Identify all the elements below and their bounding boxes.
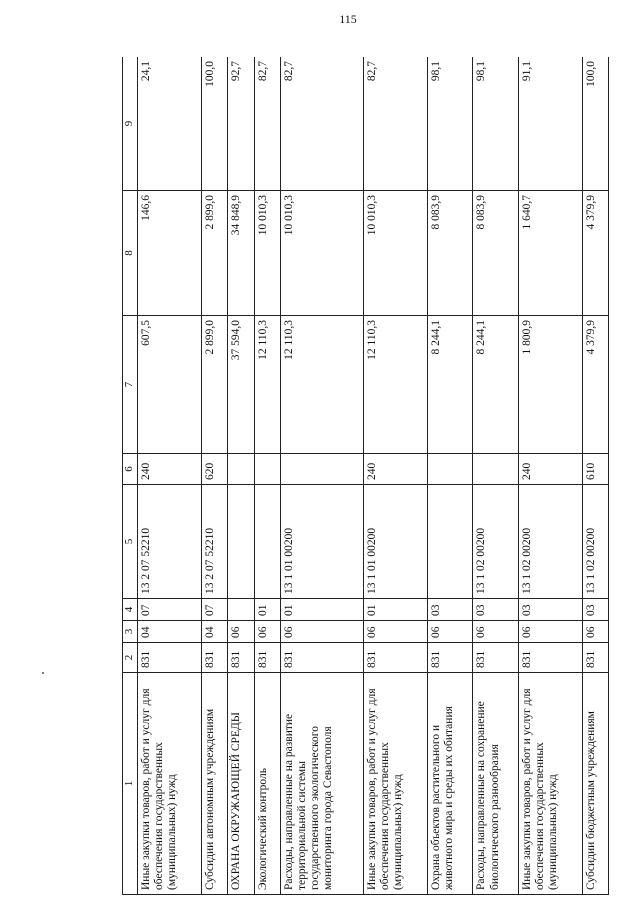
cell-section: 04: [202, 621, 228, 643]
budget-table: [122, 57, 609, 895]
cell-percent: 92,7: [228, 57, 254, 191]
cell-name: Охрана объектов растительного и животного мира и среды их обитания: [428, 673, 473, 895]
cell-section: 06: [473, 621, 518, 643]
table-row: [428, 57, 473, 895]
cell-name: Расходы, направленные на сохранение биологического разнообразия: [473, 673, 518, 895]
cell-planned: 4 379,9: [582, 316, 608, 454]
cell-section: 06: [518, 621, 582, 643]
cell-subsection: 03: [582, 599, 608, 621]
cell-executed: 8 083,9: [428, 191, 473, 316]
cell-executed: 10 010,3: [280, 191, 363, 316]
cell-target-article: 13 1 01 00200: [280, 485, 363, 599]
cell-subsection: 07: [202, 599, 228, 621]
cell-percent: 82,7: [363, 57, 427, 191]
cell-subsection: 01: [280, 599, 363, 621]
cell-target-article: 13 2 07 52210: [138, 485, 202, 599]
cell-target-article: [428, 485, 473, 599]
cell-executed: 4 379,9: [582, 191, 608, 316]
table-row: [518, 57, 582, 895]
cell-planned: 2 899,0: [202, 316, 228, 454]
cell-admin-code: 831: [518, 643, 582, 673]
page-number: 115: [339, 12, 357, 26]
cell-percent: 91,1: [518, 57, 582, 191]
cell-executed: 146,6: [138, 191, 202, 316]
cell-section: 06: [582, 621, 608, 643]
table-row: [582, 57, 608, 895]
cell-target-article: 13 1 02 00200: [473, 485, 518, 599]
header-cell: 8: [123, 191, 138, 316]
cell-executed: 8 083,9: [473, 191, 518, 316]
cell-expense-type: [428, 454, 473, 485]
cell-planned: 607,5: [138, 316, 202, 454]
header-cell: 3: [123, 621, 138, 643]
cell-admin-code: 831: [280, 643, 363, 673]
cell-admin-code: 831: [363, 643, 427, 673]
cell-executed: 10 010,3: [363, 191, 427, 316]
cell-name: Расходы, направленные на развитие территориальной системы государственного экологического мониторинга города Севастополя: [280, 673, 363, 895]
header-cell: 6: [123, 454, 138, 485]
cell-admin-code: 831: [202, 643, 228, 673]
cell-expense-type: [473, 454, 518, 485]
cell-name: Субсидии автономным учреждениям: [202, 673, 228, 895]
cell-planned: 12 110,3: [254, 316, 280, 454]
table-row: [138, 57, 202, 895]
header-cell: 7: [123, 316, 138, 454]
cell-planned: 1 800,9: [518, 316, 582, 454]
cell-planned: 8 244,1: [473, 316, 518, 454]
scan-speck: [42, 672, 44, 674]
cell-subsection: 01: [254, 599, 280, 621]
cell-expense-type: [228, 454, 254, 485]
cell-admin-code: 831: [138, 643, 202, 673]
cell-section: 06: [254, 621, 280, 643]
table-row: [473, 57, 518, 895]
cell-planned: 37 594,0: [228, 316, 254, 454]
cell-expense-type: 240: [138, 454, 202, 485]
cell-admin-code: 831: [473, 643, 518, 673]
cell-percent: 98,1: [473, 57, 518, 191]
cell-name: Иные закупки товаров, работ и услуг для обеспечения государственных (муниципальных) нужд: [518, 673, 582, 895]
cell-expense-type: 240: [518, 454, 582, 485]
header-cell: 1: [123, 673, 138, 895]
cell-subsection: 03: [473, 599, 518, 621]
cell-expense-type: 240: [363, 454, 427, 485]
header-row: [123, 57, 138, 895]
cell-percent: 82,7: [254, 57, 280, 191]
table-row: [228, 57, 254, 895]
rotated-table-container: [122, 57, 609, 895]
header-cell: 4: [123, 599, 138, 621]
cell-name: ОХРАНА ОКРУЖАЮЩЕЙ СРЕДЫ: [228, 673, 254, 895]
cell-percent: 82,7: [280, 57, 363, 191]
cell-target-article: [254, 485, 280, 599]
cell-section: 04: [138, 621, 202, 643]
cell-target-article: 13 1 02 00200: [518, 485, 582, 599]
cell-subsection: 03: [428, 599, 473, 621]
cell-expense-type: 620: [202, 454, 228, 485]
cell-subsection: 03: [518, 599, 582, 621]
cell-executed: 2 899,0: [202, 191, 228, 316]
cell-section: 06: [280, 621, 363, 643]
cell-admin-code: 831: [582, 643, 608, 673]
cell-target-article: 13 1 02 00200: [582, 485, 608, 599]
cell-subsection: [228, 599, 254, 621]
cell-target-article: 13 2 07 52210: [202, 485, 228, 599]
cell-percent: 24,1: [138, 57, 202, 191]
table-body: [138, 57, 609, 895]
header-cell: 9: [123, 57, 138, 191]
cell-name: Экологический контроль: [254, 673, 280, 895]
table-row: [202, 57, 228, 895]
cell-target-article: [228, 485, 254, 599]
cell-percent: 100,0: [202, 57, 228, 191]
cell-executed: 1 640,7: [518, 191, 582, 316]
cell-admin-code: 831: [254, 643, 280, 673]
table-row: [280, 57, 363, 895]
cell-admin-code: 831: [228, 643, 254, 673]
cell-planned: 12 110,3: [280, 316, 363, 454]
cell-percent: 98,1: [428, 57, 473, 191]
cell-planned: 8 244,1: [428, 316, 473, 454]
cell-admin-code: 831: [428, 643, 473, 673]
cell-name: Иные закупки товаров, работ и услуг для обеспечения государственных (муниципальных) нужд: [138, 673, 202, 895]
table-row: [254, 57, 280, 895]
cell-expense-type: 610: [582, 454, 608, 485]
header-cell: 2: [123, 643, 138, 673]
table-row: [363, 57, 427, 895]
table-viewport: [122, 57, 609, 895]
cell-subsection: 07: [138, 599, 202, 621]
cell-planned: 12 110,3: [363, 316, 427, 454]
cell-subsection: 01: [363, 599, 427, 621]
cell-name: Субсидии бюджетным учреждениям: [582, 673, 608, 895]
header-cell: 5: [123, 485, 138, 599]
cell-expense-type: [254, 454, 280, 485]
cell-name: Иные закупки товаров, работ и услуг для обеспечения государственных (муниципальных) нужд: [363, 673, 427, 895]
cell-section: 06: [228, 621, 254, 643]
cell-percent: 100,0: [582, 57, 608, 191]
cell-expense-type: [280, 454, 363, 485]
cell-executed: 34 848,9: [228, 191, 254, 316]
cell-target-article: 13 1 01 00200: [363, 485, 427, 599]
cell-section: 06: [363, 621, 427, 643]
cell-executed: 10 010,3: [254, 191, 280, 316]
cell-section: 06: [428, 621, 473, 643]
